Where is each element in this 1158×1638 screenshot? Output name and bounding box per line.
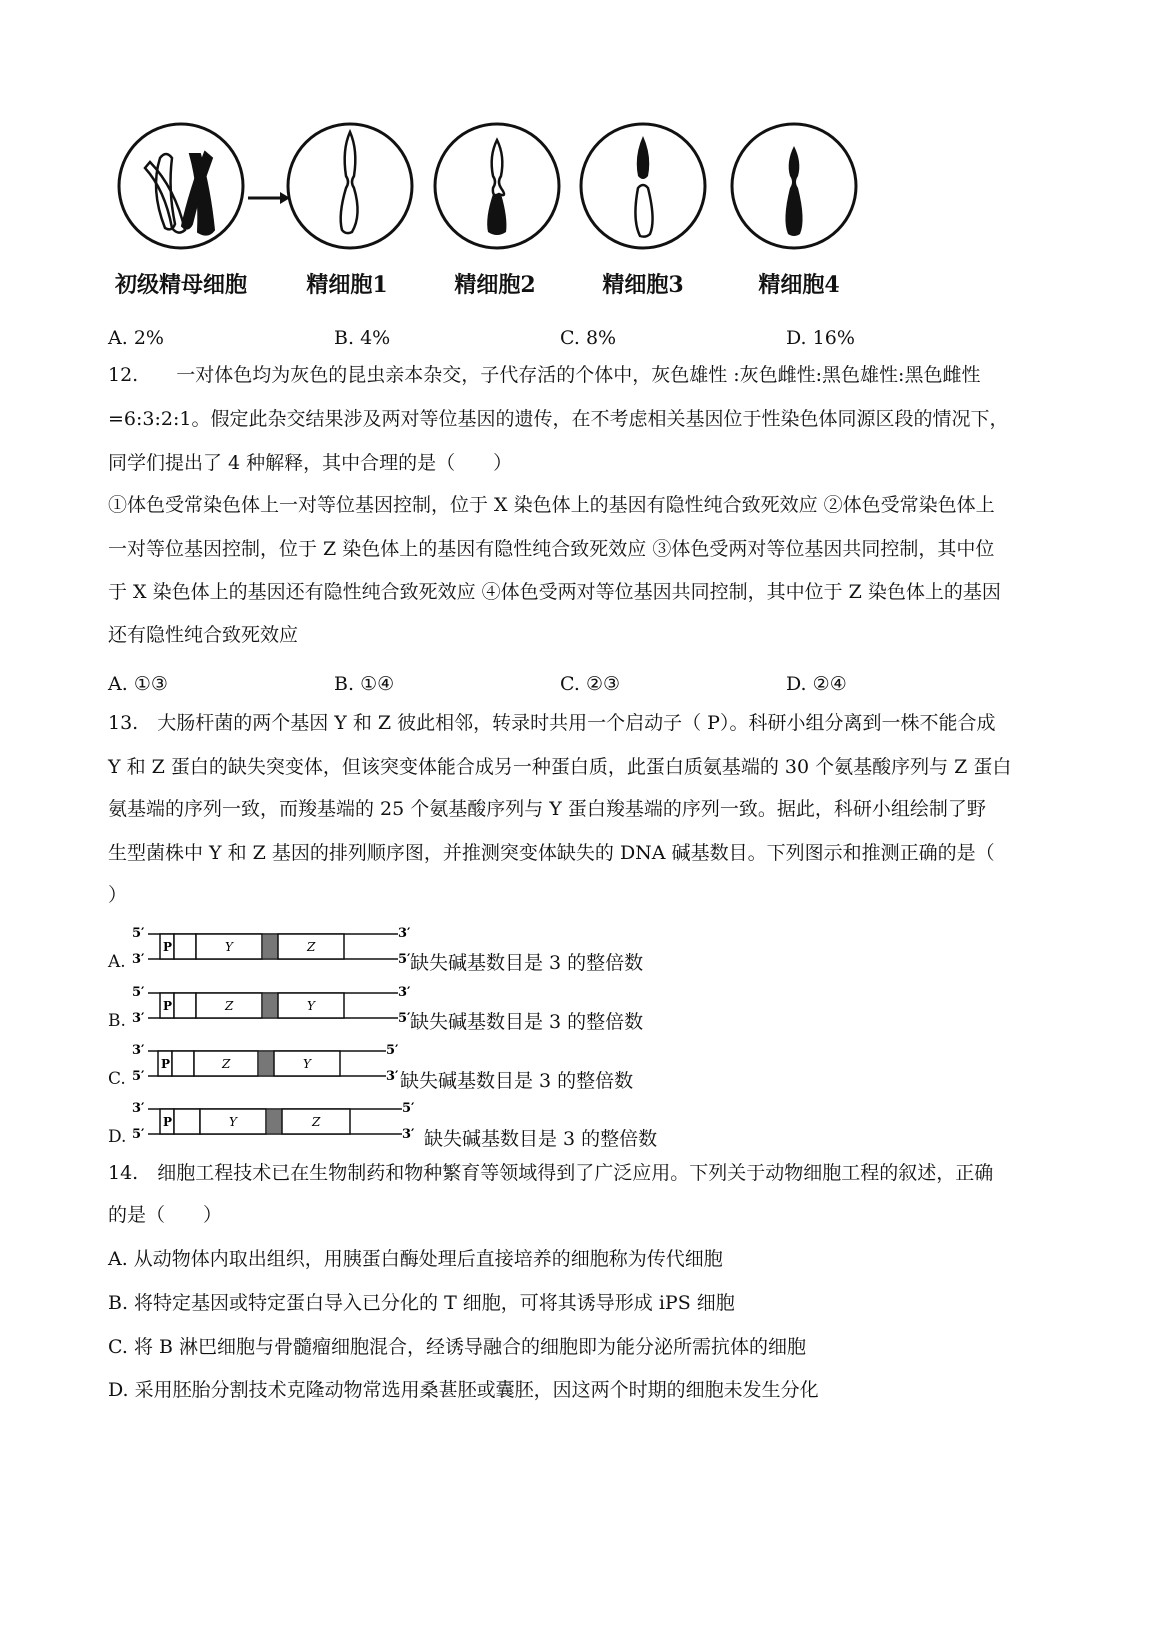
q11-option-c[interactable]: C. 8% <box>560 327 617 349</box>
q14-option-a[interactable]: A. 从动物体内取出组织，用胰蛋白酶处理后直接培养的细胞称为传代细胞 <box>108 1248 723 1270</box>
strand-label: 5′ <box>398 952 411 967</box>
caption-sperm-1: 精细胞1 <box>306 272 388 298</box>
strand-label: 5′ <box>398 1011 411 1026</box>
gene-label: Y <box>225 940 233 954</box>
gene-label: Z <box>225 999 234 1013</box>
promoter-label: P <box>163 999 173 1013</box>
q12-line: 一对等位基因控制，位于 Z 染色体上的基因有隐性纯合致死效应 ③体色受两对等位基因共同控制，其中位 <box>108 538 995 560</box>
q14-option-b[interactable]: B. 将特定基因或特定蛋白导入已分化的 T 细胞，可将其诱导形成 iPS 细胞 <box>108 1292 735 1314</box>
strand-label: 3′ <box>132 1043 145 1058</box>
gene-label: Z <box>312 1115 321 1129</box>
strand-label: 5′ <box>132 1069 145 1084</box>
sperm-cell-3 <box>581 124 705 248</box>
q13-option-c-diagram[interactable] <box>130 1042 430 1086</box>
q12-option-d[interactable]: D. ②④ <box>786 673 847 695</box>
strand-label: 3′ <box>132 1011 145 1026</box>
q13-option-a-diagram[interactable] <box>130 925 430 969</box>
q11-option-d[interactable]: D. 16% <box>786 327 855 349</box>
caption-primary-spermatocyte: 初级精母细胞 <box>114 272 247 298</box>
q14-line: 14. 细胞工程技术已在生物制药和物种繁育等领域得到了广泛应用。下列关于动物细胞工程的叙述，正确 <box>108 1162 994 1184</box>
strand-label: 3′ <box>386 1069 399 1084</box>
promoter-label: P <box>163 1115 173 1129</box>
q11-option-a[interactable]: A. 2% <box>108 327 164 349</box>
strand-label: 3′ <box>132 1101 145 1116</box>
primary-spermatocyte-cell <box>119 124 243 248</box>
gene-label: Y <box>303 1057 311 1071</box>
caption-sperm-4: 精细胞4 <box>758 272 840 298</box>
q12-line: ①体色受常染色体上一对等位基因控制，位于 X 染色体上的基因有隐性纯合致死效应 ②体色受常染色体上 <box>108 494 995 516</box>
q13-option-c-text: 缺失碱基数目是 3 的整倍数 <box>400 1070 634 1092</box>
strand-label: 5′ <box>402 1101 415 1116</box>
q13-option-c-letter[interactable]: C. <box>108 1069 126 1089</box>
strand-label: 3′ <box>398 985 411 1000</box>
q12-option-c[interactable]: C. ②③ <box>560 673 621 695</box>
q13-option-b-diagram[interactable] <box>130 984 430 1028</box>
q13-option-d-letter[interactable]: D. <box>108 1127 127 1147</box>
meiosis-figure <box>0 120 1158 250</box>
q13-option-b-text: 缺失碱基数目是 3 的整倍数 <box>410 1011 644 1033</box>
strand-label: 3′ <box>402 1127 415 1142</box>
caption-sperm-2: 精细胞2 <box>454 272 536 298</box>
q14-line: 的是（ ） <box>108 1204 223 1226</box>
q13-option-a-text: 缺失碱基数目是 3 的整倍数 <box>410 952 644 974</box>
q12-line: 还有隐性纯合致死效应 <box>108 624 299 646</box>
q14-option-c[interactable]: C. 将 B 淋巴细胞与骨髓瘤细胞混合，经诱导融合的细胞即为能分泌所需抗体的细胞 <box>108 1336 806 1358</box>
strand-label: 5′ <box>386 1043 399 1058</box>
q13-line: ） <box>108 884 128 906</box>
q13-option-d-diagram[interactable] <box>130 1100 440 1144</box>
q13-line: 13. 大肠杆菌的两个基因 Y 和 Z 彼此相邻，转录时共用一个启动子（ P）。科研小组分离到一株不能合成 <box>108 712 996 734</box>
strand-label: 5′ <box>132 985 145 1000</box>
sperm-cell-1 <box>288 124 412 248</box>
promoter-label: P <box>163 940 173 954</box>
sperm-cell-2 <box>435 124 559 248</box>
q13-line: 氨基端的序列一致，而羧基端的 25 个氨基酸序列与 Y 蛋白羧基端的序列一致。据此，科研小组绘制了野 <box>108 798 986 820</box>
gene-label: Y <box>229 1115 237 1129</box>
promoter-label: P <box>161 1057 171 1071</box>
q12-line: 12. 一对体色均为灰色的昆虫亲本杂交，子代存活的个体中，灰色雄性 :灰色雌性:黑色雄性:黑色雌性 <box>108 364 981 386</box>
strand-label: 3′ <box>132 952 145 967</box>
q12-line: 同学们提出了 4 种解释，其中合理的是（ ） <box>108 452 513 474</box>
q13-option-d-text: 缺失碱基数目是 3 的整倍数 <box>424 1128 658 1150</box>
strand-label: 3′ <box>398 926 411 941</box>
sperm-cell-4 <box>732 124 856 248</box>
gene-label: Z <box>222 1057 231 1071</box>
q12-option-b[interactable]: B. ①④ <box>334 673 395 695</box>
q14-option-d[interactable]: D. 采用胚胎分割技术克隆动物常选用桑葚胚或囊胚，因这两个时期的细胞未发生分化 <box>108 1379 819 1401</box>
q11-option-b[interactable]: B. 4% <box>334 327 391 349</box>
q12-line: 于 X 染色体上的基因还有隐性纯合致死效应 ④体色受两对等位基因共同控制，其中位于 Z 染色体上的基因 <box>108 581 1001 603</box>
q12-line: =6:3:2:1。假定此杂交结果涉及两对等位基因的遗传，在不考虑相关基因位于性染色体同源区段的情况下， <box>108 408 1009 430</box>
caption-sperm-3: 精细胞3 <box>602 272 684 298</box>
q13-line: Y 和 Z 蛋白的缺失突变体，但该突变体能合成另一种蛋白质，此蛋白质氨基端的 30 个氨基酸序列与 Z 蛋白 <box>108 756 1012 778</box>
gene-label: Y <box>307 999 315 1013</box>
q13-line: 生型菌株中 Y 和 Z 基因的排列顺序图，并推测突变体缺失的 DNA 碱基数目。下列图示和推测正确的是（ <box>108 842 995 864</box>
gene-label: Z <box>307 940 316 954</box>
strand-label: 5′ <box>132 1127 145 1142</box>
q13-option-b-letter[interactable]: B. <box>108 1011 126 1031</box>
strand-label: 5′ <box>132 926 145 941</box>
q12-option-a[interactable]: A. ①③ <box>108 673 168 695</box>
q13-option-a-letter[interactable]: A. <box>108 952 126 972</box>
